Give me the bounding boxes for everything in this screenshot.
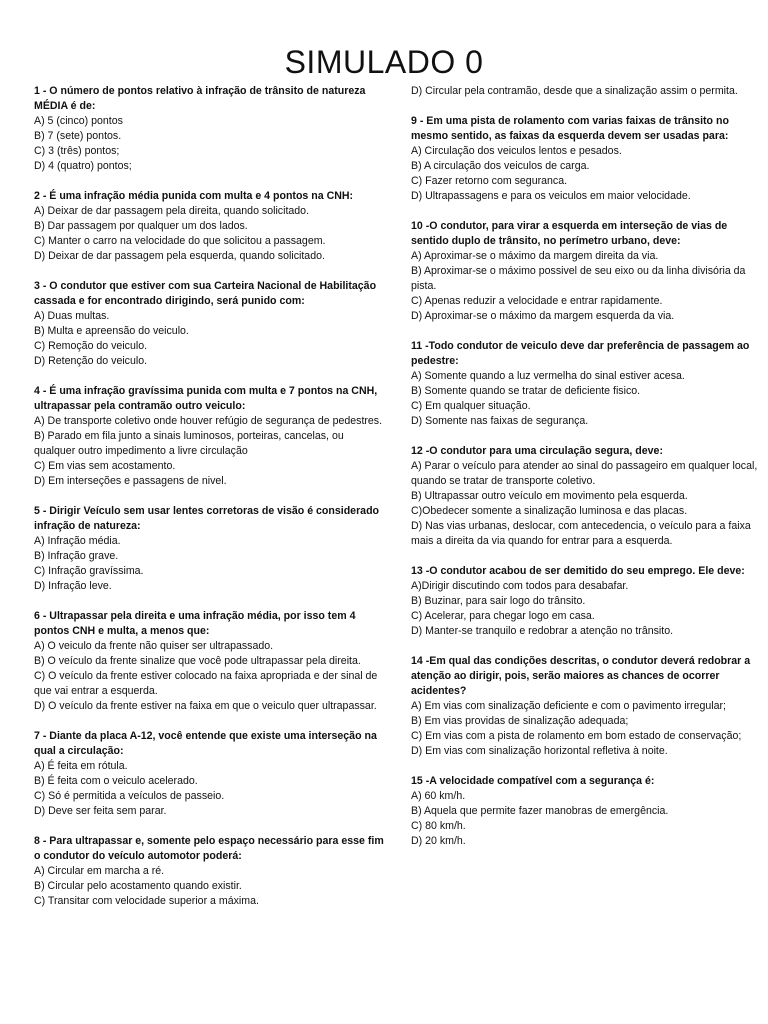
question-text: 3 - O condutor que estiver com sua Carteira Nacional de Habilitação cassada e for encontrado dirigindo, será punido com: — [34, 280, 377, 307]
question-text: 5 - Dirigir Veículo sem usar lentes corretoras de visão é considerado infração de natureza: — [34, 505, 380, 532]
answer-option: D) Deixar de dar passagem pela esquerda, quando solicitado. — [34, 250, 325, 262]
question-block — [34, 189, 386, 264]
answer-option: B) Dar passagem por qualquer um dos lados. — [34, 220, 248, 232]
answer-option: D) Em vias com sinalização horizontal refletiva à noite. — [411, 745, 668, 757]
question-block — [411, 84, 763, 99]
question-block — [411, 564, 763, 639]
question-block — [34, 834, 386, 909]
answer-option: D) Aproximar-se o máximo da margem esquerda da via. — [411, 310, 675, 322]
answer-option: C) O veículo da frente estiver colocado na faixa apropriada e der sinal de que vai entrar a esquerda. — [34, 670, 378, 697]
question-text: 6 - Ultrapassar pela direita e uma infração média, por isso tem 4 pontos CNH e multa, a menos que: — [34, 610, 356, 637]
question-text: 7 - Diante da placa A-12, você entende que existe uma interseção na qual a circulação: — [34, 730, 377, 757]
answer-option: A) Aproximar-se o máximo da margem direita da via. — [411, 250, 659, 262]
answer-option: B) O veículo da frente sinalize que você pode ultrapassar pela direita. — [34, 655, 361, 667]
answer-option: D) O veículo da frente estiver na faixa em que o veiculo quer ultrapassar. — [34, 700, 377, 712]
question-text: 11 -Todo condutor de veiculo deve dar preferência de passagem ao pedestre: — [411, 340, 750, 367]
answer-option: D) Retenção do veiculo. — [34, 355, 148, 367]
answer-option: B) Aproximar-se o máximo possivel de seu eixo ou da linha divisória da pista. — [411, 265, 746, 292]
question-text: 9 - Em uma pista de rolamento com varias faixas de trânsito no mesmo sentido, as faixas da esquerda devem ser usadas para: — [411, 115, 729, 142]
question-block — [411, 219, 763, 324]
answer-option: A) Somente quando a luz vermelha do sinal estiver acesa. — [411, 370, 685, 382]
answer-option: A) Parar o veículo para atender ao sinal do passageiro em qualquer local, quando se tratar de transporte coletivo. — [411, 460, 758, 487]
question-block — [34, 279, 386, 369]
answer-option: A) Circular em marcha a ré. — [34, 865, 165, 877]
question-text: 8 - Para ultrapassar e, somente pelo espaço necessário para esse fim o condutor do veículo automotor poderá: — [34, 835, 384, 862]
answer-option: B) Somente quando se tratar de deficiente fisico. — [411, 385, 641, 397]
answer-option: D) Infração leve. — [34, 580, 112, 592]
left-column — [34, 84, 386, 924]
question-block — [34, 609, 386, 714]
answer-option: D) Em interseções e passagens de nivel. — [34, 475, 227, 487]
answer-option: B) Em vias providas de sinalização adequada; — [411, 715, 629, 727]
answer-option: B) É feita com o veiculo acelerado. — [34, 775, 198, 787]
answer-option: C) 3 (três) pontos; — [34, 145, 120, 157]
answer-option: D) 20 km/h. — [411, 835, 466, 847]
answer-option: C) Infração gravíssima. — [34, 565, 144, 577]
answer-option: B) Ultrapassar outro veículo em movimento pela esquerda. — [411, 490, 688, 502]
right-column — [411, 84, 763, 864]
question-block — [411, 114, 763, 204]
answer-option: C) Em vias sem acostamento. — [34, 460, 176, 472]
answer-option: C)Obedecer somente a sinalização luminosa e das placas. — [411, 505, 688, 517]
answer-option: C) Em vias com a pista de rolamento em bom estado de conservação; — [411, 730, 742, 742]
answer-option: B) Circular pelo acostamento quando existir. — [34, 880, 242, 892]
question-block — [411, 654, 763, 759]
answer-option: C) Apenas reduzir a velocidade e entrar rapidamente. — [411, 295, 663, 307]
question-block — [34, 729, 386, 819]
question-block — [411, 774, 763, 849]
answer-option: B) Aquela que permite fazer manobras de emergência. — [411, 805, 669, 817]
answer-option: C) Só é permitida a veículos de passeio. — [34, 790, 225, 802]
answer-option: B) A circulação dos veiculos de carga. — [411, 160, 590, 172]
page-title: SIMULADO 0 — [284, 44, 484, 80]
answer-option: A) 5 (cinco) pontos — [34, 115, 123, 127]
answer-option: D) 4 (quatro) pontos; — [34, 160, 132, 172]
answer-option: B) Infração grave. — [34, 550, 119, 562]
question-block — [411, 339, 763, 429]
answer-option: C) Manter o carro na velocidade do que solicitou a passagem. — [34, 235, 326, 247]
answer-option: A) 60 km/h. — [411, 790, 466, 802]
answer-option: A) Circulação dos veiculos lentos e pesados. — [411, 145, 622, 157]
answer-option: C) Fazer retorno com seguranca. — [411, 175, 568, 187]
answer-option: A) Duas multas. — [34, 310, 110, 322]
answer-option: A) De transporte coletivo onde houver refúgio de segurança de pedestres. — [34, 415, 383, 427]
answer-option: B) Multa e apreensão do veiculo. — [34, 325, 189, 337]
answer-option: C) Acelerar, para chegar logo em casa. — [411, 610, 595, 622]
answer-option: D) Ultrapassagens e para os veiculos em maior velocidade. — [411, 190, 691, 202]
question-block — [411, 444, 763, 549]
answer-option: A) Em vias com sinalização deficiente e com o pavimento irregular; — [411, 700, 727, 712]
answer-option: C) Transitar com velocidade superior a máxima. — [34, 895, 259, 907]
question-text: 14 -Em qual das condições descritas, o condutor deverá redobrar a atenção ao dirigir, pois, serão maiores as chances de ocorrer acidentes? — [411, 655, 751, 697]
answer-option: C) Remoção do veiculo. — [34, 340, 148, 352]
question-text: 12 -O condutor para uma circulação segura, deve: — [411, 445, 663, 457]
question-block — [34, 504, 386, 594]
answer-option: C) Em qualquer situação. — [411, 400, 531, 412]
question-text: 13 -O condutor acabou de ser demitido do seu emprego. Ele deve: — [411, 565, 745, 577]
answer-option: A) Deixar de dar passagem pela direita, quando solicitado. — [34, 205, 310, 217]
question-text: 10 -O condutor, para virar a esquerda em interseção de vias de sentido duplo de trânsito, no perímetro urbano, deve: — [411, 220, 728, 247]
answer-option: B) 7 (sete) pontos. — [34, 130, 122, 142]
answer-option: D) Manter-se tranquilo e redobrar a atenção no trânsito. — [411, 625, 674, 637]
answer-option: A) O veiculo da frente não quiser ser ultrapassado. — [34, 640, 274, 652]
answer-option: A) É feita em rótula. — [34, 760, 128, 772]
answer-option: D) Somente nas faixas de segurança. — [411, 415, 589, 427]
answer-option: B) Parado em fila junto a sinais luminosos, porteiras, cancelas, ou qualquer outro impedimento a livre circulação — [34, 430, 344, 457]
answer-option: B) Buzinar, para sair logo do trânsito. — [411, 595, 586, 607]
question-text: 2 - É uma infração média punida com multa e 4 pontos na CNH: — [34, 190, 354, 202]
answer-option: D) Deve ser feita sem parar. — [34, 805, 167, 817]
answer-option: C) 80 km/h. — [411, 820, 466, 832]
question-block — [34, 384, 386, 489]
answer-option: A)Dirigir discutindo com todos para desabafar. — [411, 580, 629, 592]
answer-option: A) Infração média. — [34, 535, 121, 547]
question-text: 15 -A velocidade compatível com a segurança é: — [411, 775, 655, 787]
question-text: 4 - É uma infração gravíssima punida com multa e 7 pontos na CNH, ultrapassar pela contramão outro veiculo: — [34, 385, 378, 412]
question-text: 1 - O número de pontos relativo à infração de trânsito de natureza MÉDIA é de: — [34, 85, 366, 112]
answer-option: D) Nas vias urbanas, deslocar, com antecedencia, o veículo para a faixa mais a direita da via quando for entrar para a esquerda. — [411, 520, 751, 547]
question-block — [34, 84, 386, 174]
answer-option: D) Circular pela contramão, desde que a sinalização assim o permita. — [411, 85, 738, 97]
